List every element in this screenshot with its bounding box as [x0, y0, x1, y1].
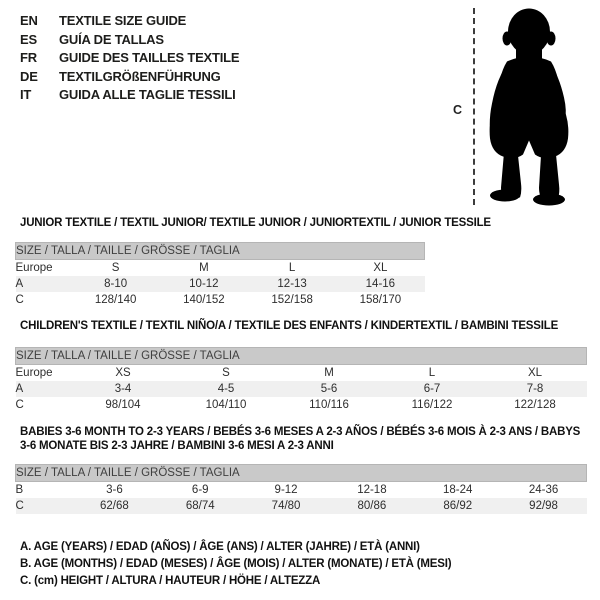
language-row	[20, 86, 239, 105]
junior-size-table	[15, 242, 425, 308]
size-value: S	[111, 262, 120, 274]
row-label: C	[16, 498, 72, 514]
size-value: 12-18	[357, 484, 387, 496]
size-header-bar: SIZE / TALLA / TAILLE / GRÖSSE / TAGLIA	[16, 348, 587, 365]
size-header-bar: SIZE / TALLA / TAILLE / GRÖSSE / TAGLIA	[16, 465, 587, 482]
language-code: DE	[20, 68, 38, 84]
size-value: 3-6	[106, 484, 123, 496]
table-row	[16, 482, 587, 499]
size-header-row	[16, 348, 587, 365]
size-value: L	[288, 262, 296, 274]
legend-line: A. AGE (YEARS) / EDAD (AÑOS) / ÂGE (ANS) / ALTER (JAHRE) / ETÀ (ANNI)	[20, 541, 420, 553]
childrens-table-title: CHILDREN'S TEXTILE / TEXTIL NIÑO/A / TEXTILE DES ENFANTS / KINDERTEXTIL / BAMBINI TESSILE	[20, 320, 559, 332]
language-code: EN	[20, 13, 38, 28]
table-row	[16, 260, 425, 277]
size-value: 122/128	[514, 399, 556, 411]
language-row	[20, 68, 239, 87]
language-title: TEXTILGRÖßENFÜHRUNG	[59, 68, 221, 84]
language-row	[20, 12, 239, 31]
size-value: 4-5	[175, 381, 278, 397]
size-value: L	[428, 367, 436, 379]
size-value: 3-4	[72, 381, 175, 397]
height-measure-line	[473, 8, 475, 205]
row-label: A	[16, 381, 72, 397]
size-value: 5-6	[278, 381, 381, 397]
row-label: C	[15, 294, 24, 306]
size-value: 116/122	[411, 399, 453, 411]
legend-line: B. AGE (MONTHS) / EDAD (MESES) / ÂGE (MOIS) / ALTER (MONATE) / ETÀ (MESI)	[20, 558, 452, 570]
row-label: C	[15, 399, 24, 411]
size-value: 9-12	[274, 484, 298, 496]
size-value: 10-12	[160, 276, 248, 292]
table-row	[16, 498, 587, 514]
size-value: S	[222, 367, 230, 379]
size-value: 86/92	[415, 498, 501, 514]
language-title: TEXTILE SIZE GUIDE	[59, 13, 187, 28]
language-header	[20, 12, 239, 105]
table-row	[16, 365, 587, 382]
table-row	[16, 276, 425, 292]
babies-size-table	[15, 464, 587, 514]
language-row	[20, 49, 239, 68]
table-row	[16, 397, 587, 413]
baby-silhouette-icon	[479, 5, 579, 206]
row-label: Europe	[15, 367, 53, 379]
size-value: XL	[527, 367, 543, 379]
size-value: 24-36	[528, 484, 559, 496]
legend	[20, 539, 451, 590]
size-table	[15, 464, 587, 514]
language-title: GUIDE DES TAILLES TEXTILE	[59, 50, 240, 66]
size-value: 128/140	[94, 294, 137, 306]
size-value: XS	[115, 367, 131, 379]
size-value: 158/170	[359, 294, 402, 306]
height-measure-label: C	[453, 103, 463, 117]
language-code: FR	[20, 50, 37, 66]
language-code: IT	[20, 87, 32, 103]
size-table	[15, 242, 425, 308]
size-header-row	[16, 243, 425, 260]
size-value: 6-9	[191, 484, 209, 496]
size-value: 6-7	[381, 381, 484, 397]
size-header-bar: SIZE / TALLA / TAILLE / GRÖSSE / TAGLIA	[16, 243, 425, 260]
size-value: 68/74	[157, 498, 243, 514]
row-label: B	[15, 484, 24, 496]
language-row	[20, 31, 239, 50]
size-header-row	[16, 465, 587, 482]
size-value: 14-16	[336, 276, 424, 292]
language-code: ES	[20, 31, 37, 47]
size-value: XL	[373, 262, 388, 274]
language-title: GUIDA ALLE TAGLIE TESSILI	[59, 87, 236, 103]
size-value: M	[324, 367, 334, 379]
size-value: 80/86	[329, 498, 415, 514]
legend-line: C. (cm) HEIGHT / ALTURA / HAUTEUR / HÖHE / ALTEZZA	[20, 575, 321, 587]
size-table	[15, 347, 587, 413]
size-value: 152/158	[271, 294, 313, 306]
row-label: A	[16, 276, 72, 292]
table-row	[16, 292, 425, 308]
size-value: 104/110	[205, 399, 247, 411]
size-value: 74/80	[243, 498, 329, 514]
row-label: Europe	[15, 262, 53, 274]
childrens-size-table	[15, 347, 587, 413]
size-value: 18-24	[443, 484, 473, 496]
size-value: M	[199, 262, 209, 274]
size-value: 92/98	[501, 498, 587, 514]
size-value: 110/116	[309, 399, 349, 411]
junior-table-title: JUNIOR TEXTILE / TEXTIL JUNIOR/ TEXTILE JUNIOR / JUNIORTEXTIL / JUNIOR TESSILE	[20, 217, 491, 229]
table-row	[16, 381, 587, 397]
size-value: 8-10	[72, 276, 160, 292]
babies-table-title: BABIES 3-6 MONTH TO 2-3 YEARS / BEBÉS 3-6 MESES A 2-3 AÑOS / BÉBÉS 3-6 MOIS À 2-3 ANS / BABYS 3-6 MONATE BIS 2-3 JAHRE / BAMBINI 3-6 MESI A 2-3 ANNI	[20, 426, 581, 452]
size-value: 7-8	[484, 381, 587, 397]
language-title: GUÍA DE TALLAS	[59, 31, 164, 47]
size-value: 12-13	[248, 276, 336, 292]
size-value: 62/68	[72, 498, 158, 514]
size-value: 140/152	[183, 294, 225, 306]
size-value: 98/104	[105, 399, 141, 411]
